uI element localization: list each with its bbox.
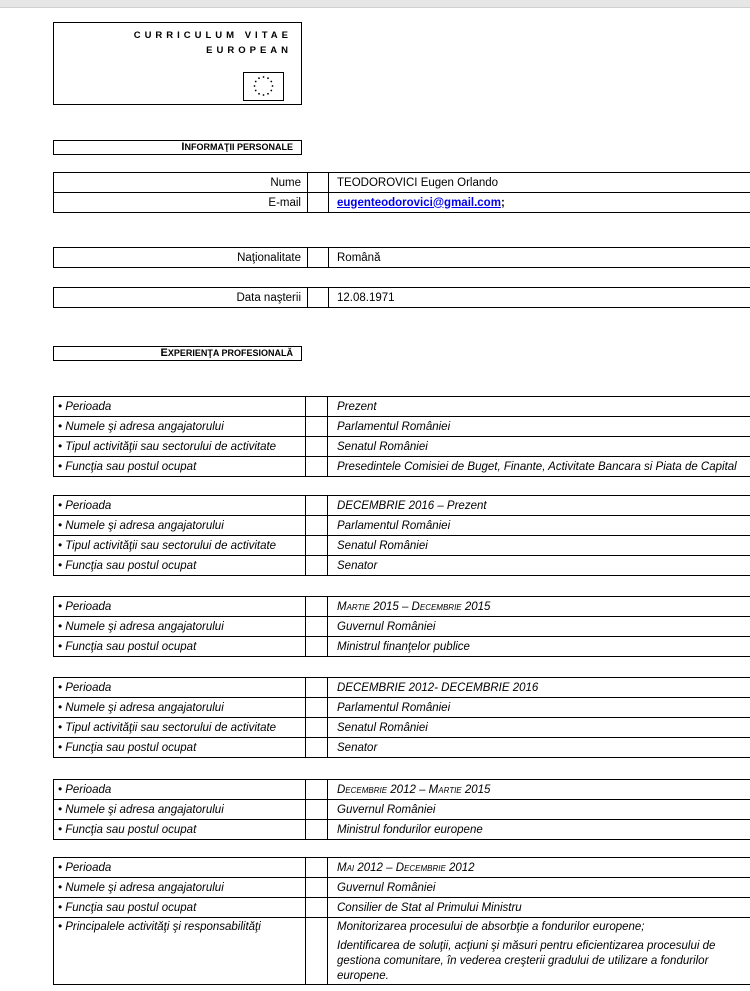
personal-heading-rest: NFORMAŢII PERSONALE (184, 142, 293, 152)
sector-label: • Tipul activităţii sau sectorului de activitate (54, 536, 306, 556)
period-value: Martie 2015 – Decembrie 2015 (328, 597, 750, 617)
experience-entry (53, 596, 750, 657)
position-row (54, 820, 750, 840)
cv-title-line1: CURRICULUM VITAE (133, 30, 292, 41)
employer-value: Parlamentul României (328, 698, 750, 718)
email-row (54, 193, 750, 213)
position-value: Senator (328, 556, 750, 576)
sector-row (54, 536, 750, 556)
period-row (54, 678, 750, 698)
birthdate-label: Data naşterii (54, 288, 308, 308)
period-row (54, 597, 750, 617)
position-value: Presedintele Comisiei de Buget, Finante, Activitate Bancara si Piata de Capital (328, 457, 750, 477)
position-row (54, 637, 750, 657)
position-label: • Funcţia sau postul ocupat (54, 457, 306, 477)
employer-value: Parlamentul României (328, 417, 750, 437)
sector-label: • Tipul activităţii sau sectorului de activitate (54, 718, 306, 738)
employer-row (54, 800, 750, 820)
sector-value: Senatul României (328, 437, 750, 457)
responsibility-item: Monitorizarea procesului de absorbţie a fondurilor europene; (337, 921, 645, 933)
period-label: • Perioada (54, 597, 306, 617)
position-value: Ministrul fondurilor europene (328, 820, 750, 840)
sector-row (54, 718, 750, 738)
position-value: Consilier de Stat al Primului Ministru (328, 898, 750, 918)
sector-row (54, 437, 750, 457)
employer-label: • Numele şi adresa angajatorului (54, 800, 306, 820)
name-label: Nume (54, 173, 308, 193)
sector-value: Senatul României (328, 718, 750, 738)
employer-label: • Numele şi adresa angajatorului (54, 698, 306, 718)
period-label: • Perioada (54, 496, 306, 516)
position-row (54, 898, 750, 918)
cv-title (134, 28, 292, 58)
responsibility-item: Identificarea de soluţii, acţiuni şi măsuri pentru eficientizarea procesului de gestiona comunitare, în vederea creşterii gradului de utilizare a fondurilor europene. (337, 940, 716, 982)
cv-header-box (53, 22, 302, 105)
nationality-table (53, 247, 750, 268)
email-link[interactable]: eugenteodorovici@gmail.com (337, 196, 501, 209)
employer-label: • Numele şi adresa angajatorului (54, 417, 306, 437)
employer-row (54, 878, 750, 898)
experience-entry (53, 495, 750, 576)
period-label: • Perioada (54, 858, 306, 878)
position-row (54, 738, 750, 758)
employer-label: • Numele şi adresa angajatorului (54, 878, 306, 898)
period-value: DECEMBRIE 2016 – Prezent (328, 496, 750, 516)
period-value: DECEMBRIE 2012- DECEMBRIE 2016 (328, 678, 750, 698)
period-value: Prezent (328, 397, 750, 417)
period-label: • Perioada (54, 780, 306, 800)
birthdate-value: 12.08.1971 (329, 288, 750, 308)
period-label: • Perioada (54, 678, 306, 698)
nationality-row (54, 248, 750, 268)
window-top-bar (0, 0, 750, 8)
employer-row (54, 698, 750, 718)
employer-label: • Numele şi adresa angajatorului (54, 617, 306, 637)
personal-info-heading (53, 140, 302, 155)
personal-name-email-table (53, 172, 750, 213)
position-label: • Funcţia sau postul ocupat (54, 738, 306, 758)
position-value: Ministrul finanţelor publice (328, 637, 750, 657)
sector-label: • Tipul activităţii sau sectorului de activitate (54, 437, 306, 457)
cv-title-line2: EUROPEAN (206, 45, 292, 56)
position-label: • Funcţia sau postul ocupat (54, 637, 306, 657)
employer-row (54, 617, 750, 637)
position-label: • Funcţia sau postul ocupat (54, 556, 306, 576)
employer-label: • Numele şi adresa angajatorului (54, 516, 306, 536)
eu-flag-icon (243, 72, 284, 101)
personal-heading-initial: I (181, 141, 185, 153)
period-value: Decembrie 2012 – Martie 2015 (328, 780, 750, 800)
experience-entry (53, 779, 750, 840)
period-label: • Perioada (54, 397, 306, 417)
period-row (54, 780, 750, 800)
responsibilities-row (54, 918, 750, 985)
employer-value: Parlamentul României (328, 516, 750, 536)
email-suffix: ; (500, 196, 505, 209)
name-value: TEODOROVICI Eugen Orlando (329, 173, 750, 193)
birthdate-table (53, 287, 750, 308)
employer-value: Guvernul României (328, 878, 750, 898)
period-row (54, 496, 750, 516)
nationality-label: Naţionalitate (54, 248, 308, 268)
experience-heading-initial: E (160, 347, 168, 359)
position-row (54, 457, 750, 477)
position-label: • Funcţia sau postul ocupat (54, 820, 306, 840)
employer-value: Guvernul României (328, 617, 750, 637)
employer-row (54, 417, 750, 437)
employer-row (54, 516, 750, 536)
period-row (54, 858, 750, 878)
responsibilities-label: • Principalele activităţi şi responsabilităţi (54, 918, 306, 985)
email-label: E-mail (54, 193, 308, 213)
period-row (54, 397, 750, 417)
experience-heading-rest: XPERIENŢA PROFESIONALĂ (167, 348, 293, 358)
period-value: Mai 2012 – Decembrie 2012 (328, 858, 750, 878)
experience-heading (53, 346, 302, 361)
experience-entry (53, 396, 750, 477)
experience-entry (53, 677, 750, 758)
name-row (54, 173, 750, 193)
employer-value: Guvernul României (328, 800, 750, 820)
birthdate-row (54, 288, 750, 308)
position-row (54, 556, 750, 576)
nationality-value: Română (329, 248, 750, 268)
position-label: • Funcţia sau postul ocupat (54, 898, 306, 918)
experience-entry (53, 857, 750, 985)
sector-value: Senatul României (328, 536, 750, 556)
position-value: Senator (328, 738, 750, 758)
